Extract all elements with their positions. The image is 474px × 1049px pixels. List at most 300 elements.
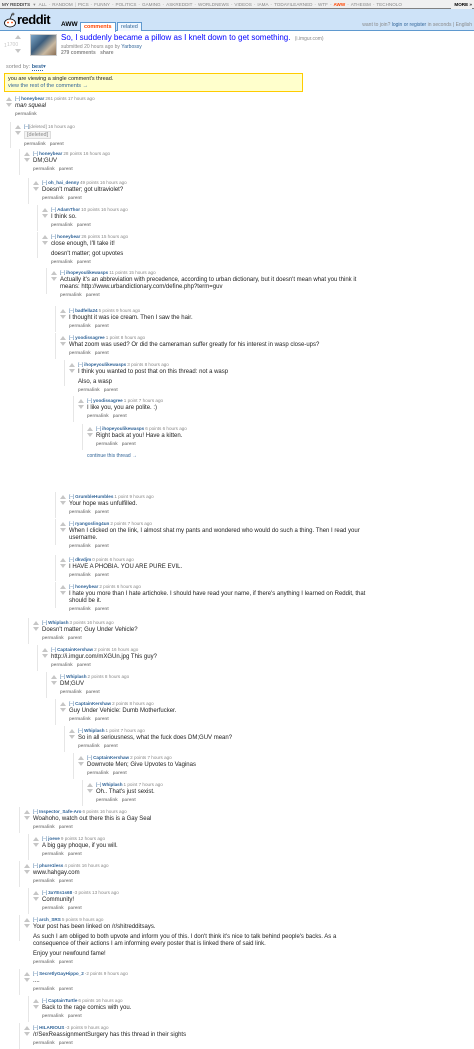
comment-permalink-link[interactable]: permalink xyxy=(78,743,100,748)
upvote-arrow-icon[interactable] xyxy=(60,702,66,706)
comment-permalink-link[interactable]: permalink xyxy=(69,606,91,611)
collapse-toggle[interactable]: [–] xyxy=(60,674,66,679)
downvote-arrow-icon[interactable] xyxy=(87,789,93,793)
comment-buttons xyxy=(78,743,122,748)
comment-author[interactable]: ihopeyoulikewasps xyxy=(84,362,127,367)
upvote-arrow-icon[interactable] xyxy=(78,399,84,403)
upvote-arrow-icon[interactable] xyxy=(87,427,93,431)
comment-author[interactable]: ihopeyoulikewasps xyxy=(66,270,109,275)
upvote-arrow-icon[interactable] xyxy=(60,495,66,499)
downvote-arrow-icon[interactable] xyxy=(33,1005,39,1009)
upvote-arrow-icon[interactable] xyxy=(60,585,66,589)
comment-tagline xyxy=(60,674,129,679)
comment-author[interactable]: oh_hai_denny xyxy=(48,180,79,185)
comment-permalink-link[interactable]: permalink xyxy=(69,572,91,577)
comment-author[interactable]: yoodissagree xyxy=(75,335,105,340)
comment-permalink-link[interactable]: permalink xyxy=(33,878,55,883)
downvote-arrow-icon[interactable] xyxy=(15,131,21,135)
separator: - xyxy=(90,2,93,7)
comment-meta: 1 point 9 hours ago xyxy=(114,494,154,499)
collapse-toggle[interactable]: [–] xyxy=(42,998,48,1003)
comment-author[interactable]: AdamThor xyxy=(57,207,81,212)
comment-permalink-link[interactable]: permalink xyxy=(42,195,64,200)
comment-parent-link[interactable]: parent xyxy=(121,797,136,802)
sort-dropdown[interactable]: best xyxy=(31,64,43,70)
comment-tagline xyxy=(42,890,119,895)
comment-permalink-link[interactable]: permalink xyxy=(60,292,82,297)
language-selector[interactable]: in seconds | English xyxy=(427,22,472,28)
collapse-toggle[interactable]: [–] xyxy=(69,584,75,589)
upvote-arrow-icon[interactable] xyxy=(87,783,93,787)
collapse-toggle[interactable]: [–] xyxy=(69,335,75,340)
subreddit-link-random[interactable]: RANDOM xyxy=(52,2,73,7)
comment-parent-link[interactable]: parent xyxy=(112,413,127,418)
thread-line xyxy=(19,861,20,887)
share-link[interactable]: share xyxy=(100,50,114,56)
collapse-toggle[interactable]: [–] xyxy=(33,151,39,156)
comment-parent-link[interactable]: parent xyxy=(58,824,73,829)
comment-parent-link[interactable]: parent xyxy=(58,959,73,964)
downvote-arrow-icon[interactable] xyxy=(69,735,75,739)
collapse-toggle[interactable]: [–] xyxy=(69,557,75,562)
thread-line xyxy=(55,582,56,608)
comment-author[interactable]: Whiplash xyxy=(48,620,69,625)
comment-buttons xyxy=(69,543,113,548)
comment-parent-link[interactable]: parent xyxy=(67,905,82,910)
comment-author[interactable]: joeve xyxy=(48,836,60,841)
downvote-arrow-icon[interactable] xyxy=(60,315,66,319)
collapse-toggle[interactable]: [–] xyxy=(78,728,84,733)
comment-text: consequence of their actions I am informing every poster that is linked there of said link. xyxy=(33,941,266,947)
upvote-arrow-icon[interactable] xyxy=(15,35,21,39)
downvote-arrow-icon[interactable] xyxy=(24,816,30,820)
upvote-arrow-icon[interactable] xyxy=(33,181,39,185)
subreddit-link-pics[interactable]: PICS xyxy=(77,2,89,7)
comment-buttons xyxy=(78,387,122,392)
comment-parent-link[interactable]: parent xyxy=(49,141,64,146)
collapse-toggle[interactable]: [–] xyxy=(24,124,30,129)
collapse-toggle[interactable]: [–] xyxy=(96,426,102,431)
comment-text: close enough, I'll take it! xyxy=(51,241,115,247)
upvote-arrow-icon[interactable] xyxy=(60,309,66,313)
comment-buttons xyxy=(24,141,68,146)
comment-parent-link[interactable]: parent xyxy=(94,323,109,328)
subreddit-link-atheism[interactable]: ATHEISM xyxy=(350,2,371,7)
comment-text: Your hope was unfulfilled. xyxy=(69,501,138,507)
comment-buttons xyxy=(96,797,140,802)
comment-parent-link[interactable]: parent xyxy=(67,851,82,856)
comment-parent-link[interactable]: parent xyxy=(85,292,100,297)
separator: - xyxy=(230,2,233,7)
comment-tagline xyxy=(69,521,152,526)
comment-author[interactable]: Whiplash xyxy=(66,674,87,679)
comment-meta: 11 points 15 hours ago xyxy=(109,270,156,275)
downvote-arrow-icon[interactable] xyxy=(78,405,84,409)
comment-buttons xyxy=(33,986,77,991)
comment-parent-link[interactable]: parent xyxy=(58,166,73,171)
collapse-toggle[interactable]: [–] xyxy=(33,1025,39,1030)
comment-author[interactable]: arch_SRS xyxy=(39,917,61,922)
comment-parent-link[interactable]: parent xyxy=(85,689,100,694)
separator: - xyxy=(347,2,349,7)
subreddit-link-videos[interactable]: VIDEOS xyxy=(234,2,252,7)
collapse-toggle[interactable]: [–] xyxy=(87,755,93,760)
comment-author[interactable]: Whiplash xyxy=(102,782,123,787)
comment-author[interactable]: ryangosling4un xyxy=(75,521,110,526)
upvote-arrow-icon[interactable] xyxy=(33,999,39,1003)
subreddit-bar xyxy=(0,0,474,9)
comment-parent-link[interactable]: parent xyxy=(58,986,73,991)
upvote-arrow-icon[interactable] xyxy=(69,363,75,367)
link-rank: 1 xyxy=(4,43,7,49)
comment-author[interactable]: CaptainKershaw xyxy=(93,755,130,760)
comment-buttons xyxy=(51,222,95,227)
comment-buttons xyxy=(60,689,104,694)
upvote-arrow-icon[interactable] xyxy=(60,558,66,562)
upvote-arrow-icon[interactable] xyxy=(24,810,30,814)
comment-permalink-link[interactable]: permalink xyxy=(42,905,64,910)
comment-parent-link[interactable]: parent xyxy=(103,387,118,392)
comment-tagline xyxy=(33,917,103,922)
collapse-toggle[interactable]: [–] xyxy=(69,494,75,499)
downvote-arrow-icon[interactable] xyxy=(78,762,84,766)
downvote-arrow-icon[interactable] xyxy=(15,49,21,53)
comment-permalink-link[interactable]: permalink xyxy=(87,413,109,418)
comment-permalink-link[interactable]: permalink xyxy=(69,350,91,355)
comment-author[interactable]: honeybear xyxy=(75,584,99,589)
subreddit-link-gaming[interactable]: GAMING xyxy=(142,2,161,7)
comment-parent-link[interactable]: parent xyxy=(94,350,109,355)
collapse-toggle[interactable]: [–] xyxy=(51,647,57,652)
comment-buttons xyxy=(42,851,86,856)
reddit-alien-icon[interactable] xyxy=(3,10,17,30)
subreddit-link-aww[interactable]: AWW xyxy=(333,2,346,7)
upvote-arrow-icon[interactable] xyxy=(24,972,30,976)
comment-permalink-link[interactable]: permalink xyxy=(60,689,82,694)
comment-meta: 10 points 16 hours ago xyxy=(81,207,128,212)
comment-meta: 5 points 9 hours ago xyxy=(98,308,141,313)
downvote-arrow-icon[interactable] xyxy=(24,1032,30,1036)
upvote-arrow-icon[interactable] xyxy=(24,864,30,868)
comment-parent-link[interactable]: parent xyxy=(94,509,109,514)
comment-parent-link[interactable]: parent xyxy=(67,195,82,200)
downvote-arrow-icon[interactable] xyxy=(51,277,57,281)
my-reddits-dropdown[interactable]: MY REDDITS xyxy=(2,2,31,7)
collapse-toggle[interactable]: [–] xyxy=(33,809,39,814)
link-thumbnail[interactable] xyxy=(30,34,57,56)
comment-author[interactable]: honeybear xyxy=(57,234,81,239)
thread-line xyxy=(46,268,47,294)
collapse-toggle[interactable]: [–] xyxy=(69,701,75,706)
reddit-logo[interactable]: reddit xyxy=(17,12,51,27)
comment-permalink-link[interactable]: permalink xyxy=(69,323,91,328)
comment-text: http://i.imgur.com/mXGUn.jpg This guy? xyxy=(51,654,157,660)
downvote-arrow-icon[interactable] xyxy=(33,897,39,901)
subreddit-link-wtf[interactable]: WTF xyxy=(318,2,328,7)
thread-line xyxy=(64,726,65,752)
thread-line xyxy=(82,424,83,450)
comment-meta: -3 points 13 hours ago xyxy=(73,890,119,895)
comment-author[interactable]: Whiplash xyxy=(84,728,105,733)
comment-permalink-link[interactable]: permalink xyxy=(33,986,55,991)
collapse-toggle[interactable]: [–] xyxy=(69,308,75,313)
comment-buttons xyxy=(96,441,140,446)
more-subreddits-link[interactable]: MORE » xyxy=(451,0,472,9)
comment-text: username. xyxy=(69,535,98,541)
comment-text: I hate you more than I hate artichoke. I should have read your name, if there's anything I learned on Reddit, that xyxy=(69,591,366,597)
comment-permalink-link[interactable]: permalink xyxy=(51,662,73,667)
comment-permalink-link[interactable]: permalink xyxy=(33,1040,55,1045)
downvote-arrow-icon[interactable] xyxy=(33,627,39,631)
join-prompt: want to join? xyxy=(362,22,391,28)
collapse-toggle[interactable]: [–] xyxy=(33,917,39,922)
comment-author[interactable]: GrumbleHumbles xyxy=(75,494,114,499)
notice-text: you are viewing a single comment's thread. xyxy=(8,76,114,82)
subreddit-link-technolo[interactable]: TECHNOLO xyxy=(376,2,402,7)
comment-author[interactable]: ihopeyoulikewasps xyxy=(102,426,145,431)
collapse-toggle[interactable]: [–] xyxy=(78,362,84,367)
thread-line xyxy=(55,492,56,518)
comment-author[interactable]: honeybear xyxy=(39,151,63,156)
comment-permalink-link[interactable]: permalink xyxy=(24,141,46,146)
comment-text: Guy Under Vehicle: Dumb Motherfucker. xyxy=(69,708,177,714)
downvote-arrow-icon[interactable] xyxy=(24,158,30,162)
comment-meta: 261 points 17 hours ago xyxy=(45,96,95,101)
downvote-arrow-icon[interactable] xyxy=(42,654,48,658)
thread-line xyxy=(19,1023,20,1049)
separator: - xyxy=(48,2,51,7)
upvote-arrow-icon[interactable] xyxy=(6,97,12,101)
comment-parent-link[interactable]: parent xyxy=(94,716,109,721)
link-buttons xyxy=(61,50,113,56)
comment-text: Enjoy your newfound fame! xyxy=(33,951,106,957)
comment-tagline xyxy=(24,124,75,129)
subreddit-link-funny[interactable]: FUNNY xyxy=(94,2,110,7)
user-box xyxy=(362,22,472,28)
downvote-arrow-icon[interactable] xyxy=(60,501,66,505)
upvote-arrow-icon[interactable] xyxy=(33,891,39,895)
comment-parent-link[interactable]: parent xyxy=(94,543,109,548)
comment-permalink-link[interactable]: permalink xyxy=(42,635,64,640)
thread-line xyxy=(82,780,83,806)
comment-author[interactable]: SecretlyGayHippo_2 xyxy=(39,971,84,976)
comment-parent-link[interactable]: parent xyxy=(67,635,82,640)
comment-author[interactable]: HILARIOUS xyxy=(39,1025,65,1030)
comment-permalink-link[interactable]: permalink xyxy=(42,1013,64,1018)
comment-author[interactable]: badfella24 xyxy=(75,308,98,313)
downvote-arrow-icon[interactable] xyxy=(60,708,66,712)
collapse-toggle[interactable]: [–] xyxy=(87,398,93,403)
downvote-arrow-icon[interactable] xyxy=(6,103,12,107)
comment-tagline xyxy=(42,998,123,1003)
comment-parent-link[interactable]: parent xyxy=(76,222,91,227)
tab-comments[interactable]: comments xyxy=(80,22,116,32)
comment-permalink-link[interactable]: permalink xyxy=(15,111,37,116)
downvote-arrow-icon[interactable] xyxy=(24,924,30,928)
login-register-link[interactable]: login or register xyxy=(391,22,427,28)
comment-buttons xyxy=(69,572,113,577)
collapse-toggle[interactable]: [–] xyxy=(42,620,48,625)
downvote-arrow-icon[interactable] xyxy=(60,342,66,346)
comment-permalink-link[interactable]: permalink xyxy=(33,166,55,171)
comment-permalink-link[interactable]: permalink xyxy=(87,770,109,775)
collapse-toggle[interactable]: [–] xyxy=(69,521,75,526)
comment-parent-link[interactable]: parent xyxy=(58,878,73,883)
collapse-toggle[interactable]: [–] xyxy=(96,782,102,787)
comment-permalink-link[interactable]: permalink xyxy=(42,851,64,856)
upvote-arrow-icon[interactable] xyxy=(24,152,30,156)
comment-buttons xyxy=(51,259,95,264)
comment-text: /r/SexReassignmentSurgery has this thread in their sights xyxy=(33,1032,187,1038)
view-rest-link[interactable]: view the rest of the comments → xyxy=(8,82,89,89)
comment-tagline xyxy=(33,863,109,868)
comment-parent-link[interactable]: parent xyxy=(58,1040,73,1045)
comment-permalink-link[interactable]: permalink xyxy=(33,824,55,829)
comment-tagline xyxy=(15,96,95,101)
downvote-arrow-icon[interactable] xyxy=(60,591,66,595)
link-score: 1700 xyxy=(7,42,19,48)
upvote-arrow-icon[interactable] xyxy=(60,522,66,526)
comment-author[interactable]: phure1less xyxy=(39,863,64,868)
comment-parent-link[interactable]: parent xyxy=(103,743,118,748)
subreddit-name[interactable]: AWW xyxy=(61,21,78,28)
collapse-toggle[interactable]: [–] xyxy=(33,971,39,976)
thread-line xyxy=(19,807,20,833)
upvote-arrow-icon[interactable] xyxy=(24,1026,30,1030)
comment-parent-link[interactable]: parent xyxy=(121,441,136,446)
thread-line xyxy=(37,645,38,671)
link-domain[interactable]: (i.imgur.com) xyxy=(294,36,324,42)
chevron-down-icon[interactable]: ▾ xyxy=(43,64,46,70)
collapse-toggle[interactable]: [–] xyxy=(60,270,66,275)
upvote-arrow-icon[interactable] xyxy=(33,837,39,841)
downvote-arrow-icon[interactable] xyxy=(42,214,48,218)
collapse-toggle[interactable]: [–] xyxy=(51,207,57,212)
thread-line xyxy=(19,969,20,995)
comment-parent-link[interactable]: parent xyxy=(76,662,91,667)
comment-text: A big gay phoque, if you will. xyxy=(42,843,118,849)
comment-author[interactable]: CaptainKershaw xyxy=(57,647,94,652)
subreddit-link-iama[interactable]: IAMA xyxy=(257,2,269,7)
comment-buttons xyxy=(42,1013,86,1018)
comment-tagline xyxy=(33,971,128,976)
comment-author[interactable]: honeybear xyxy=(21,96,45,101)
subreddit-link-politics[interactable]: POLITICS xyxy=(115,2,137,7)
comment-permalink-link[interactable]: permalink xyxy=(96,441,118,446)
comment-permalink-link[interactable]: permalink xyxy=(69,509,91,514)
comment-text: Your post has been linked on /r/shitredditsays. xyxy=(33,924,156,930)
comment-text: I HAVE A PHOBIA. YOU ARE PURE EVIL. xyxy=(69,564,183,570)
collapse-toggle[interactable]: [–] xyxy=(42,836,48,841)
comment-permalink-link[interactable]: permalink xyxy=(96,797,118,802)
comment-parent-link[interactable]: parent xyxy=(94,572,109,577)
comment-author[interactable]: CaptainKershaw xyxy=(75,701,112,706)
collapse-toggle[interactable]: [–] xyxy=(42,180,48,185)
comment-parent-link[interactable]: parent xyxy=(94,606,109,611)
comment-tagline xyxy=(96,426,187,431)
subreddit-link-askreddit[interactable]: ASKREDDIT xyxy=(166,2,193,7)
comment-permalink-link[interactable]: permalink xyxy=(69,716,91,721)
downvote-arrow-icon[interactable] xyxy=(51,681,57,685)
upvote-arrow-icon[interactable] xyxy=(42,235,48,239)
collapse-toggle[interactable]: [–] xyxy=(15,96,21,101)
downvote-arrow-icon[interactable] xyxy=(24,978,30,982)
thread-line xyxy=(19,149,20,175)
comment-meta: 0 points 6 hours ago xyxy=(92,557,134,562)
subreddit-link-all[interactable]: ALL xyxy=(38,2,47,7)
separator: | xyxy=(74,2,76,7)
comment-parent-link[interactable]: parent xyxy=(76,259,91,264)
comment-author[interactable]: CaptainTurtle xyxy=(48,998,78,1003)
upvote-arrow-icon[interactable] xyxy=(15,125,21,129)
comment-permalink-link[interactable]: permalink xyxy=(33,959,55,964)
downvote-arrow-icon[interactable] xyxy=(69,369,75,373)
comment-tagline xyxy=(78,728,145,733)
comment-text: means: http://www.urbandictionary.com/define.php?term=guv xyxy=(60,284,223,290)
chevron-down-icon[interactable]: ▾ xyxy=(33,2,36,7)
collapse-toggle[interactable]: [–] xyxy=(33,863,39,868)
upvote-arrow-icon[interactable] xyxy=(69,729,75,733)
upvote-arrow-icon[interactable] xyxy=(42,648,48,652)
continue-thread-link[interactable]: continue this thread → xyxy=(87,453,138,459)
downvote-arrow-icon[interactable] xyxy=(33,843,39,847)
upvote-arrow-icon[interactable] xyxy=(51,271,57,275)
upvote-arrow-icon[interactable] xyxy=(42,208,48,212)
downvote-arrow-icon[interactable] xyxy=(42,241,48,245)
upvote-arrow-icon[interactable] xyxy=(60,336,66,340)
downvote-arrow-icon[interactable] xyxy=(60,528,66,532)
comment-tagline xyxy=(69,584,141,589)
comment-permalink-link[interactable]: permalink xyxy=(51,259,73,264)
downvote-arrow-icon[interactable] xyxy=(87,433,93,437)
separator: - xyxy=(194,2,196,7)
downvote-arrow-icon[interactable] xyxy=(33,187,39,191)
comment-author[interactable]: 3aYEs1s68 xyxy=(48,890,73,895)
comment-author[interactable]: yoodissagree xyxy=(93,398,123,403)
comment-permalink-link[interactable]: permalink xyxy=(51,222,73,227)
upvote-arrow-icon[interactable] xyxy=(24,918,30,922)
comment-author[interactable]: Inspector_Safe-Aro xyxy=(39,809,82,814)
collapse-toggle[interactable]: [–] xyxy=(51,234,57,239)
separator: - xyxy=(253,2,256,7)
tab-related[interactable]: related xyxy=(117,22,142,31)
comment-tagline xyxy=(87,398,163,403)
collapse-toggle[interactable]: [–] xyxy=(42,890,48,895)
comment-meta: 1 point 7 hours ago xyxy=(123,398,164,403)
subreddit-link-worldnews[interactable]: WORLDNEWS xyxy=(198,2,229,7)
thread-line xyxy=(28,618,29,644)
comment-permalink-link[interactable]: permalink xyxy=(78,387,100,392)
link-author[interactable]: Yarbossy xyxy=(121,44,142,50)
comment-parent-link[interactable]: parent xyxy=(112,770,127,775)
comment-parent-link[interactable]: parent xyxy=(67,1013,82,1018)
comment-buttons xyxy=(33,1040,77,1045)
downvote-arrow-icon[interactable] xyxy=(24,870,30,874)
thread-line xyxy=(28,178,29,204)
sort-menu xyxy=(6,64,46,70)
subreddit-link-todayilearned[interactable]: TODAYILEARNED xyxy=(274,2,313,7)
link-title[interactable]: So, I suddenly became a pillow as I knelt down to get something. xyxy=(61,33,291,42)
downvote-arrow-icon[interactable] xyxy=(60,564,66,568)
upvote-arrow-icon[interactable] xyxy=(51,675,57,679)
upvote-arrow-icon[interactable] xyxy=(33,621,39,625)
comment-text: Also, a wasp xyxy=(78,379,113,385)
comments-count-link[interactable]: 279 comments xyxy=(61,50,96,56)
comment-permalink-link[interactable]: permalink xyxy=(69,543,91,548)
comment-author[interactable]: dkvdjm xyxy=(75,557,92,562)
single-thread-notice xyxy=(4,73,303,92)
upvote-arrow-icon[interactable] xyxy=(78,756,84,760)
